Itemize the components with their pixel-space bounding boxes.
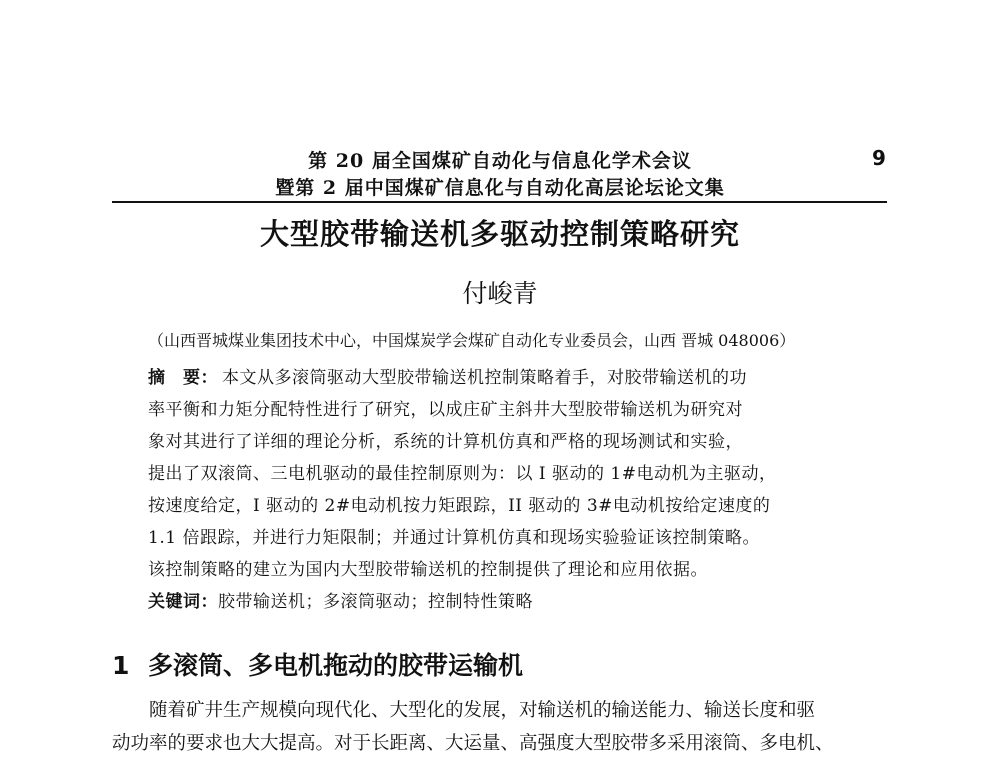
section-number: 1 — [112, 651, 130, 680]
paper-title: 大型胶带输送机多驱动控制策略研究 — [259, 217, 740, 251]
abstract — [148, 362, 848, 618]
abstract-line: 1.1 倍跟踪，并进行力矩限制；并通过计算机仿真和现场实验验证该控制策略。 — [148, 528, 760, 548]
abstract-line: 率平衡和力矩分配特性进行了研究，以成庄矿主斜井大型胶带输送机为研究对 — [148, 400, 743, 420]
keywords-line — [148, 586, 848, 618]
keywords-text: 胶带输送机；多滚筒驱动；控制特性策略 — [218, 592, 533, 612]
abstract-line — [148, 362, 848, 394]
keywords-label: 关键词： — [148, 592, 218, 612]
author-affiliation: （山西晋城煤业集团技术中心，中国煤炭学会煤矿自动化专业委员会，山西 晋城 048006） — [148, 331, 796, 350]
abstract-text: 本文从多滚筒驱动大型胶带输送机控制策略着手，对胶带输送机的功 — [222, 368, 747, 388]
body-paragraph — [112, 694, 902, 760]
body-line: 动功率的要求也大大提高。对于长距离、大运量、高强度大型胶带多采用滚筒、多电机、 — [112, 733, 834, 754]
page-number: 9 — [872, 146, 886, 170]
section-heading — [112, 646, 523, 682]
abstract-line: 按速度给定，I 驱动的 2#电动机按力矩跟踪，II 驱动的 3#电动机按给定速度的 — [148, 496, 771, 516]
abstract-label: 摘 要： — [148, 368, 218, 388]
author-name: 付峻青 — [462, 279, 538, 308]
abstract-line: 该控制策略的建立为国内大型胶带输送机的控制提供了理论和应用依据。 — [148, 560, 708, 580]
abstract-line: 象对其进行了详细的理论分析，系统的计算机仿真和严格的现场测试和实验， — [148, 432, 743, 452]
conference-header-line-2: 暨第 2 届中国煤矿信息化与自动化高层论坛论文集 — [275, 177, 725, 199]
body-line: 随着矿井生产规模向现代化、大型化的发展，对输送机的输送能力、输送长度和驱 — [149, 700, 816, 721]
abstract-line: 提出了双滚筒、三电机驱动的最佳控制原则为：以 I 驱动的 1#电动机为主驱动， — [148, 464, 777, 484]
section-title: 多滚筒、多电机拖动的胶带运输机 — [148, 651, 524, 680]
conference-header-line-1: 第 20 届全国煤矿自动化与信息化学术会议 — [308, 150, 692, 172]
header-rule — [112, 201, 887, 203]
